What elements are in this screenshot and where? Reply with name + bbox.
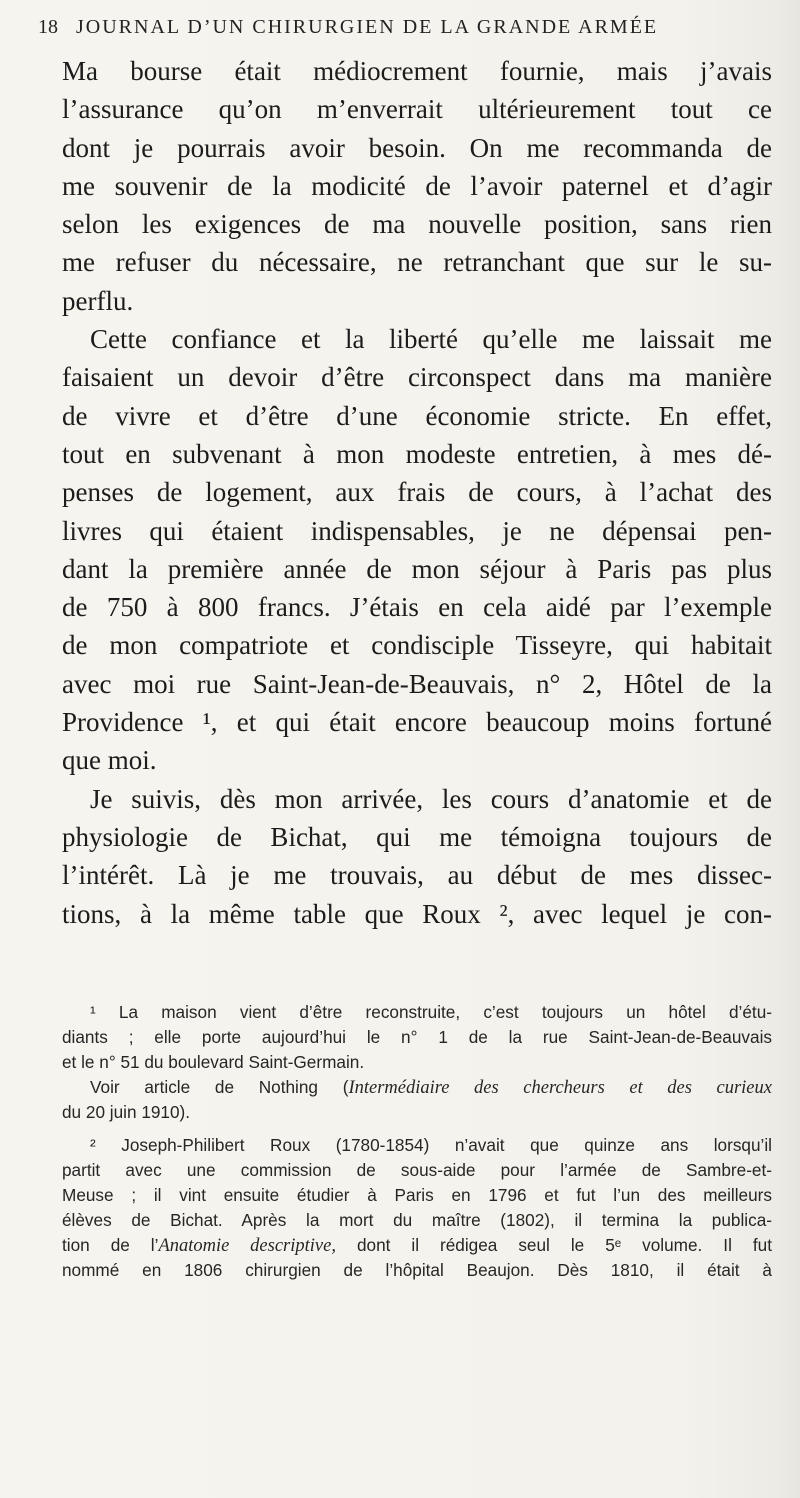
running-title: JOURNAL D’UN CHIRURGIEN DE LA GRANDE ARMÉE [76,16,659,38]
text-line: me souvenir de la modicité de l’avoir paternel et d’agir [62,170,772,201]
text-line: selon les exigences de ma nouvelle position, sans rien [62,209,772,240]
text-line: physiologie de Bichat, qui me témoigna toujours de [62,821,772,852]
text-line: perflu. [62,285,134,316]
footnote-ref-title: Intermédiaire des chercheurs et des curieux [348,1078,772,1098]
main-text [62,52,772,933]
running-header [38,16,762,56]
text-line: livres qui étaient indispensables, je ne dépensai pen- [62,515,772,546]
footnote-ref-prefix: Voir article de Nothing ( [90,1077,349,1097]
footnote-line: partit avec une commission de sous-aide pour l’armée de Sambre-et- [62,1160,772,1180]
text-line: tout en subvenant à mon modeste entretien, à mes dé- [62,438,772,469]
footnote-line: et le n° 51 du boulevard Saint-Germain. [62,1052,365,1072]
footnote-text: dont il rédigea seul le 5ᵉ volume. Il fut [335,1235,772,1255]
footnote-line: ¹ La maison vient d’être reconstruite, c’est toujours un hôtel d’étu- [90,1002,772,1022]
footnote-line: du 20 juin 1910). [62,1102,191,1122]
text-line: que moi. [62,745,157,776]
text-line: faisaient un devoir d’être circonspect dans ma manière [62,362,772,393]
text-line: avec moi rue Saint-Jean-de-Beauvais, n° 2, Hôtel de la [62,668,772,699]
text-line: Je suivis, dès mon arrivée, les cours d’anatomie et de [90,783,772,814]
footnotes [62,1000,772,1283]
text-line: l’assurance qu’on m’enverrait ultérieurement tout ce [62,94,772,125]
footnote-book-title: Anatomie descriptive, [158,1236,336,1256]
text-line: penses de logement, aux frais de cours, à l’achat des [62,477,772,508]
text-line: de 750 à 800 francs. J’étais en cela aidé par l’exemple [62,592,772,623]
text-line: dont je pourrais avoir besoin. On me recommanda de [62,132,772,163]
text-line: Ma bourse était médiocrement fournie, mais j’avais [62,56,772,86]
footnote-line [62,1233,772,1258]
footnote-line: diants ; elle porte aujourd’hui le n° 1 de la rue Saint-Jean-de-Beauvais [62,1027,772,1047]
text-line: me refuser du nécessaire, ne retranchant que sur le su- [62,247,772,278]
text-line: dant la première année de mon séjour à Paris pas plus [62,553,772,584]
text-line: de mon compatriote et condisciple Tisseyre, qui habitait [62,630,772,661]
footnote-line: élèves de Bichat. Après la mort du maître (1802), il termina la publica- [62,1210,772,1230]
text-line: Providence ¹, et qui était encore beaucoup moins fortuné [62,707,772,738]
footnote-line [62,1075,772,1100]
text-line: Cette confiance et la liberté qu’elle me laissait me [90,324,772,355]
footnote-line: nommé en 1806 chirurgien de l’hôpital Beaujon. Dès 1810, il était à [62,1260,772,1280]
footnote-line: Meuse ; il vint ensuite étudier à Paris en 1796 et fut l’un des meilleurs [62,1185,772,1205]
text-line: tions, à la même table que Roux ², avec lequel je con- [62,898,772,929]
footnote-text: tion de l’ [62,1235,159,1255]
text-line: de vivre et d’être d’une économie stricte. En effet, [62,400,772,431]
footnote-line: ² Joseph-Philibert Roux (1780-1854) n’avait que quinze ans lorsqu’il [90,1135,772,1155]
page-number: 18 [38,16,58,38]
text-line: l’intérêt. Là je me trouvais, au début de mes dissec- [62,860,772,891]
